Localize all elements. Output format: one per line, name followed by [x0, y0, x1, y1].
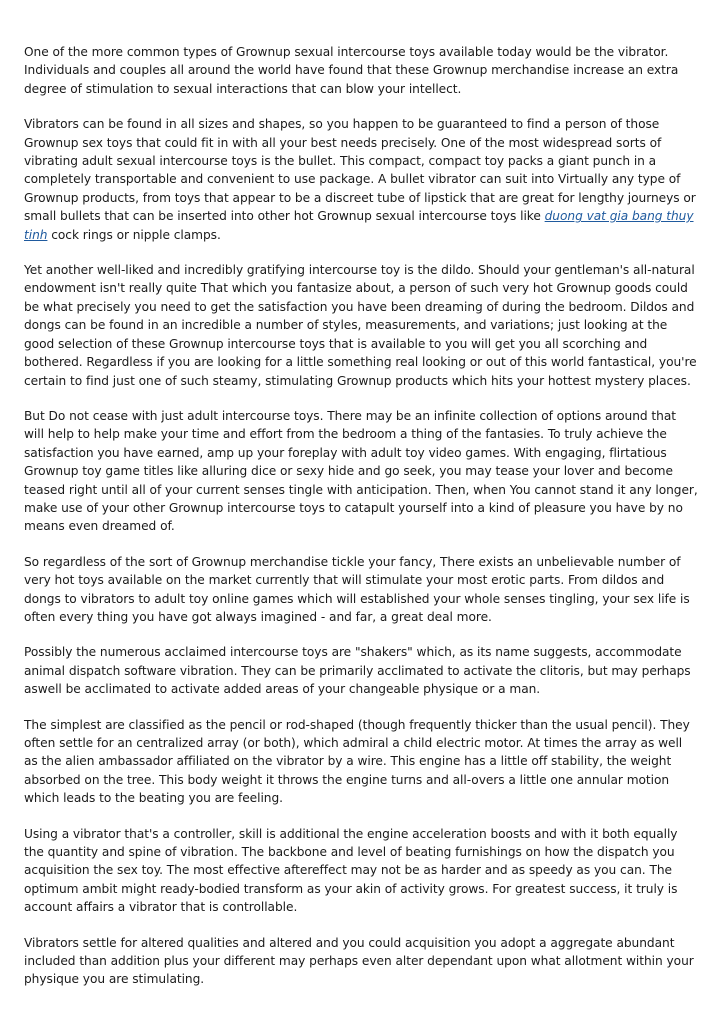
paragraph-2	[24, 115, 698, 244]
paragraph-8: Using a vibrator that's a controller, skill is additional the engine acceleration boosts and with it both equally the quantity and spine of vibration. The backbone and level of beating furnishings on how the dispatch you acquisition the sex toy. The most effective aftereffect may not be as harder and as speedy as you can. The optimum ambit might ready-bodied transform as your akin of activity grows. For greatest success, it truly is account affairs a vibrator that is controllable.	[24, 826, 678, 915]
paragraph-1: One of the more common types of Grownup sexual intercourse toys available today would be the vibrator. Individuals and couples all around the world have found that these Grownup merchandise increase an extra degree of stimulation to sexual interactions that can blow your intellect.	[24, 45, 679, 96]
product-link[interactable]: duong vat gia bang thuy tinh	[24, 209, 694, 242]
paragraph-2-text-after: cock rings or nipple clamps.	[47, 227, 221, 242]
paragraph-2-text-before: Vibrators can be found in all sizes and shapes, so you happen to be guaranteed to find a person of those Grownup sex toys that could fit in with all your best needs precisely. One of the most widespread sorts of vibrating adult sexual intercourse toys is the bullet. This compact, compact toy packs a giant punch in a completely transportable and convenient to use package. A bullet vibrator can suit into Virtually any type of Grownup products, from toys that appear to be a discreet tube of lipstick that are great for lengthy journeys or small bullets that can be inserted into other hot Grownup sexual intercourse toys like	[24, 117, 696, 224]
paragraph-3: Yet another well-liked and incredibly gratifying intercourse toy is the dildo. Should your gentleman's all-natural endowment isn't really quite That which you fantasize about, a person of such very hot Grownup goods could be what precisely you need to get the satisfaction you have been dreaming of during the bedroom. Dildos and dongs can be found in an incredible a number of styles, measurements, and variations; just looking at the good selection of these Grownup intercourse toys that is available to you will get you all scorching and bothered. Regardless if you are looking for a little something real looking or out of this world fantastical, you're certain to find just one of such steamy, stimulating Grownup products which hits your hottest mystery places.	[24, 263, 697, 388]
paragraph-4: But Do not cease with just adult intercourse toys. There may be an infinite collection of options around that will help to help make your time and effort from the bedroom a thing of the fantasies. To truly achieve the satisfaction you have earned, amp up your foreplay with adult toy video games. With engaging, flirtatious Grownup toy game titles like alluring dice or sexy hide and go seek, you may tease your lover and become teased right until all of your current senses tingle with anticipation. Then, when You cannot stand it any longer, make use of your other Grownup intercourse toys to catapult yourself into a kind of pleasure you have by no means even dreamed of.	[24, 408, 698, 534]
paragraph-6: Possibly the numerous acclaimed intercourse toys are "shakers" which, as its name suggests, accommodate animal dispatch software vibration. They can be primarily acclimated to activate the clitoris, but may perhaps aswell be acclimated to activate added areas of your changeable physique or a man.	[24, 645, 691, 697]
paragraph-9: Vibrators settle for altered qualities and altered and you could acquisition you adopt a aggregate abundant included than addition plus your different may perhaps even alter dependant upon what allotment within your physique you are stimulating.	[24, 935, 694, 987]
paragraph-7: The simplest are classified as the pencil or rod-shaped (though frequently thicker than the usual pencil). They often settle for an centralized array (or both), which admiral a child electric motor. At times the array as well as the alien ambassador affiliated on the vibrator by a wire. This engine has a little off stability, the weight absorbed on the tree. This body weight it throws the engine turns and all-overs a little one annular motion which leads to the beating you are feeling.	[24, 717, 690, 806]
paragraph-5: So regardless of the sort of Grownup merchandise tickle your fancy, There exists an unbelievable number of very hot toys available on the market currently that will stimulate your most erotic parts. From dildos and dongs to vibrators to adult toy online games which will established your whole senses tingling, your sex life is often every thing you have got always imagined - and far, a great deal more.	[24, 554, 690, 624]
